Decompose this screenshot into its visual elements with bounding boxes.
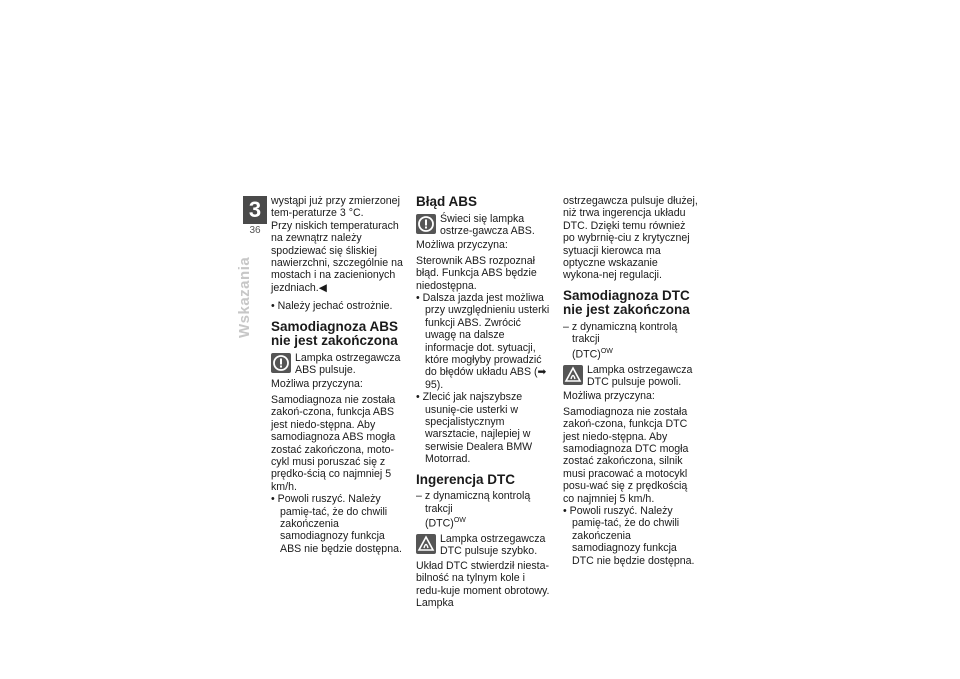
section-heading: Samodiagnoza ABS nie jest zakończona (271, 318, 399, 349)
paragraph: Możliwa przyczyna: (563, 390, 655, 403)
chapter-number: 3 (243, 196, 267, 224)
bullet-item: • Zlecić jak najszybsze usunię-cie usterki w specjalistycznym warsztacie, najlepiej w serwisie Dealera BMW Motorrad. (416, 391, 533, 466)
lamp-description: Lampka ostrzegawcza DTC pulsuje szybko. (440, 532, 546, 558)
warning-lamp-row (271, 352, 407, 377)
abs-warning-icon (416, 214, 436, 234)
warning-lamp-row (563, 364, 699, 389)
dash-item-cont: (DTC)$^{OW}$ (425, 516, 466, 530)
bullet-item: • Należy jechać ostrożnie. (271, 300, 393, 313)
paragraph: Samodiagnoza nie została zakoń-czona, funkcja DTC jest niedo-stępna. Aby samodiagnoza DTC mogła zostać zakończona, silnik musi pracować a motocykl posu-wać się z prędkością co najmniej 5 km/h. (563, 405, 689, 505)
lamp-description: Lampka ostrzegawcza ABS pulsuje. (295, 351, 401, 377)
dash-item: – z dynamiczną kontrolą trakcji (563, 320, 678, 346)
paragraph: Sterownik ABS rozpoznał błąd. Funkcja ABS będzie niedostępna. (416, 254, 537, 292)
paragraph: Możliwa przyczyna: (416, 239, 508, 252)
section-heading: Błąd ABS (416, 194, 478, 209)
page-number: 36 (249, 225, 261, 236)
section-label: Wskazania (236, 256, 253, 338)
bullet-item: • Powoli ruszyć. Należy pamię-tać, że do chwili zakończenia samodiagnozy funkcja ABS nie będzie dostępna. (271, 493, 402, 555)
bullet-item: • Powoli ruszyć. Należy pamię-tać, że do chwili zakończenia samodiagnozy funkcja DTC nie będzie dostępna. (563, 505, 695, 567)
section-heading: Samodiagnoza DTC nie jest zakończona (563, 287, 690, 318)
dtc-warning-icon (563, 365, 583, 385)
abs-warning-icon (271, 353, 291, 373)
lamp-description: Lampka ostrzegawcza DTC pulsuje powoli. (587, 363, 693, 388)
dtc-warning-icon (416, 534, 436, 554)
paragraph: wystąpi już przy zmierzonej tem-peraturze 3 °C. (271, 195, 400, 220)
paragraph: Układ DTC stwierdził niesta-bilność na tylnym kole i redu-kuje moment obrotowy. Lampka (416, 559, 550, 609)
paragraph: Przy niskich temperaturach na zewnątrz należy spodziewać się śliskiej nawierzchni, szczególnie na mostach i na zacienionych jezdniach.◀ (271, 219, 403, 294)
paragraph: ostrzegawcza pulsuje dłużej, niż trwa ingerencja układu DTC. Dzięki temu również po wybrnię-ciu z krytycznej sytuacji kierowca ma optyczne wskazanie wykona-nej regulacji. (563, 195, 698, 282)
section-heading: Ingerencja DTC (416, 471, 516, 487)
lamp-description: Świeci się lampka ostrze-gawcza ABS. (440, 212, 535, 237)
warning-lamp-row (416, 213, 552, 238)
warning-lamp-row (416, 533, 552, 558)
paragraph: Samodiagnoza nie została zakoń-czona, funkcja ABS jest niedo-stępna. Aby samodiagnoza ABS mogła zostać zakończona, moto-cykl musi poruszać się z prędko-ścią co najmniej 5 km/h. (271, 393, 396, 493)
paragraph: Możliwa przyczyna: (271, 378, 363, 391)
dash-item: – z dynamiczną kontrolą trakcji (416, 490, 531, 515)
bullet-item: • Dalsza jazda jest możliwa przy uwzględnieniu usterki funkcji ABS. Zwrócić uwagę na dalsze informacje dot. sytuacji, które mogłyby prowadzić do błędów układu ABS (➡ 95). (416, 291, 550, 391)
column-3 (563, 195, 699, 567)
column-2 (416, 195, 552, 609)
column-1 (271, 195, 407, 555)
dash-item-cont: (DTC)$^{OW}$ (572, 347, 613, 361)
